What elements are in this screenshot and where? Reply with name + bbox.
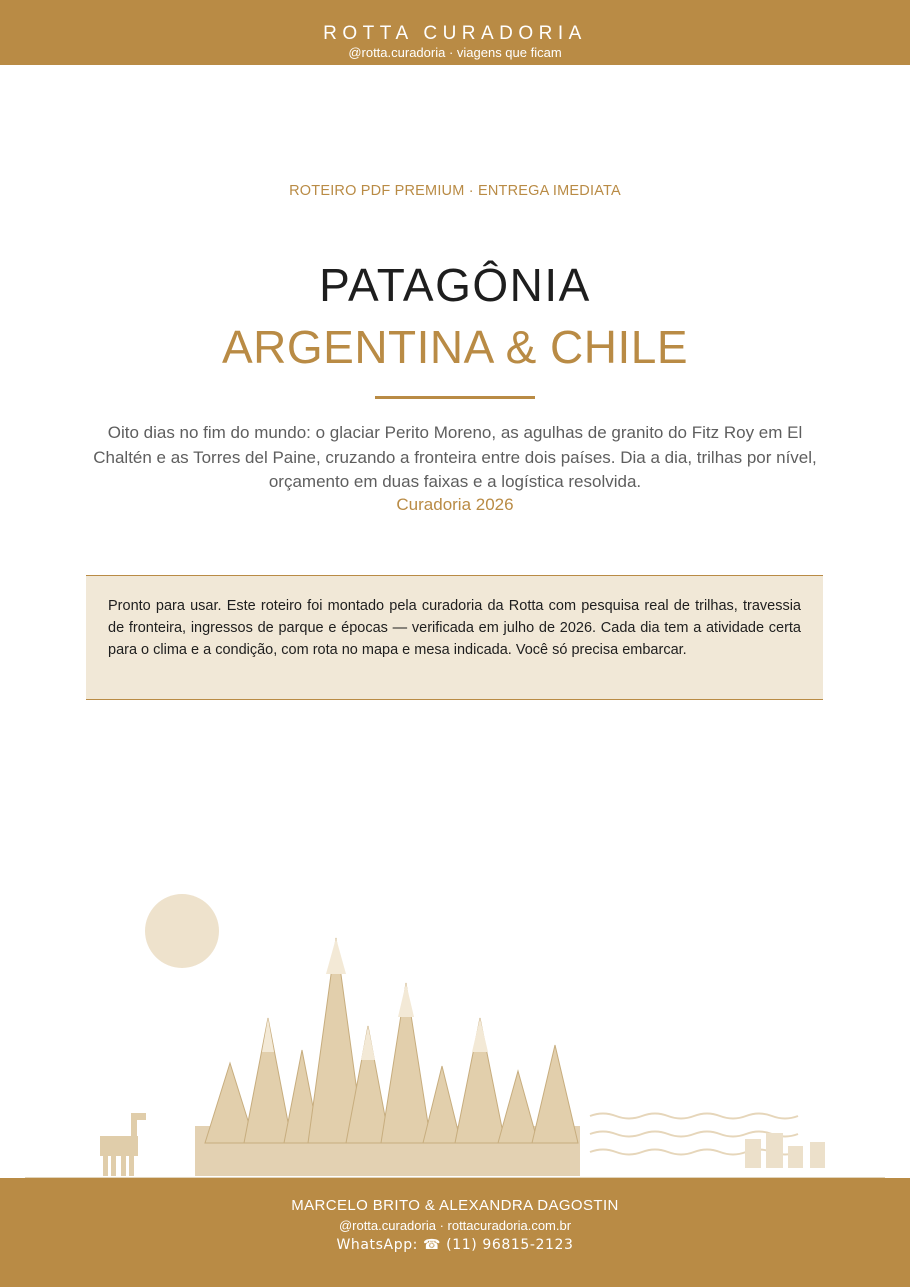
footer-whatsapp: WhatsApp: ☎ (11) 96815-2123 xyxy=(336,1237,574,1253)
notice-box xyxy=(86,575,823,700)
eyebrow-label: ROTEIRO PDF PREMIUM · ENTREGA IMEDIATA xyxy=(289,183,621,199)
sun-icon xyxy=(145,894,219,968)
header-bar xyxy=(0,0,910,65)
title-line-2: ARGENTINA & CHILE xyxy=(221,321,689,373)
brand-tagline: @rotta.curadoria · viagens que ficam xyxy=(348,45,562,60)
title-divider xyxy=(375,396,535,399)
patagonia-illustration xyxy=(0,880,910,1180)
footer-authors: MARCELO BRITO & ALEXANDRA DAGOSTIN xyxy=(291,1197,619,1214)
mountain-range xyxy=(205,938,578,1143)
snow-caps xyxy=(262,938,488,1060)
brand-name: ROTTA CURADORIA xyxy=(323,23,587,44)
notice-text: Pronto para usar. Este roteiro foi montado pela curadoria da Rotta com pesquisa real de trilhas, travessia de fronteira, ingressos de parque e épocas — verificada em julho de 2026. Cada dia tem a atividade certa para o clima e a condição, com rota no mapa e mesa indicada. Você só precisa embarcar. xyxy=(108,598,801,658)
title-line-1: PATAGÔNIA xyxy=(319,259,591,311)
edition-label: Curadoria 2026 xyxy=(396,495,514,514)
buildings xyxy=(745,1133,825,1168)
footer-bar xyxy=(0,1178,910,1287)
footer-links: @rotta.curadoria · rottacuradoria.com.br xyxy=(338,1218,572,1233)
llama-icon xyxy=(100,1113,146,1176)
intro-paragraph: Oito dias no fim do mundo: o glaciar Perito Moreno, as agulhas de granito do Fitz Roy em El Chaltén e as Torres del Paine, cruzando a fronteira entre dois países. Dia a dia, trilhas por nível, orçamento em duas faixas e a logística resolvida. xyxy=(93,423,817,491)
